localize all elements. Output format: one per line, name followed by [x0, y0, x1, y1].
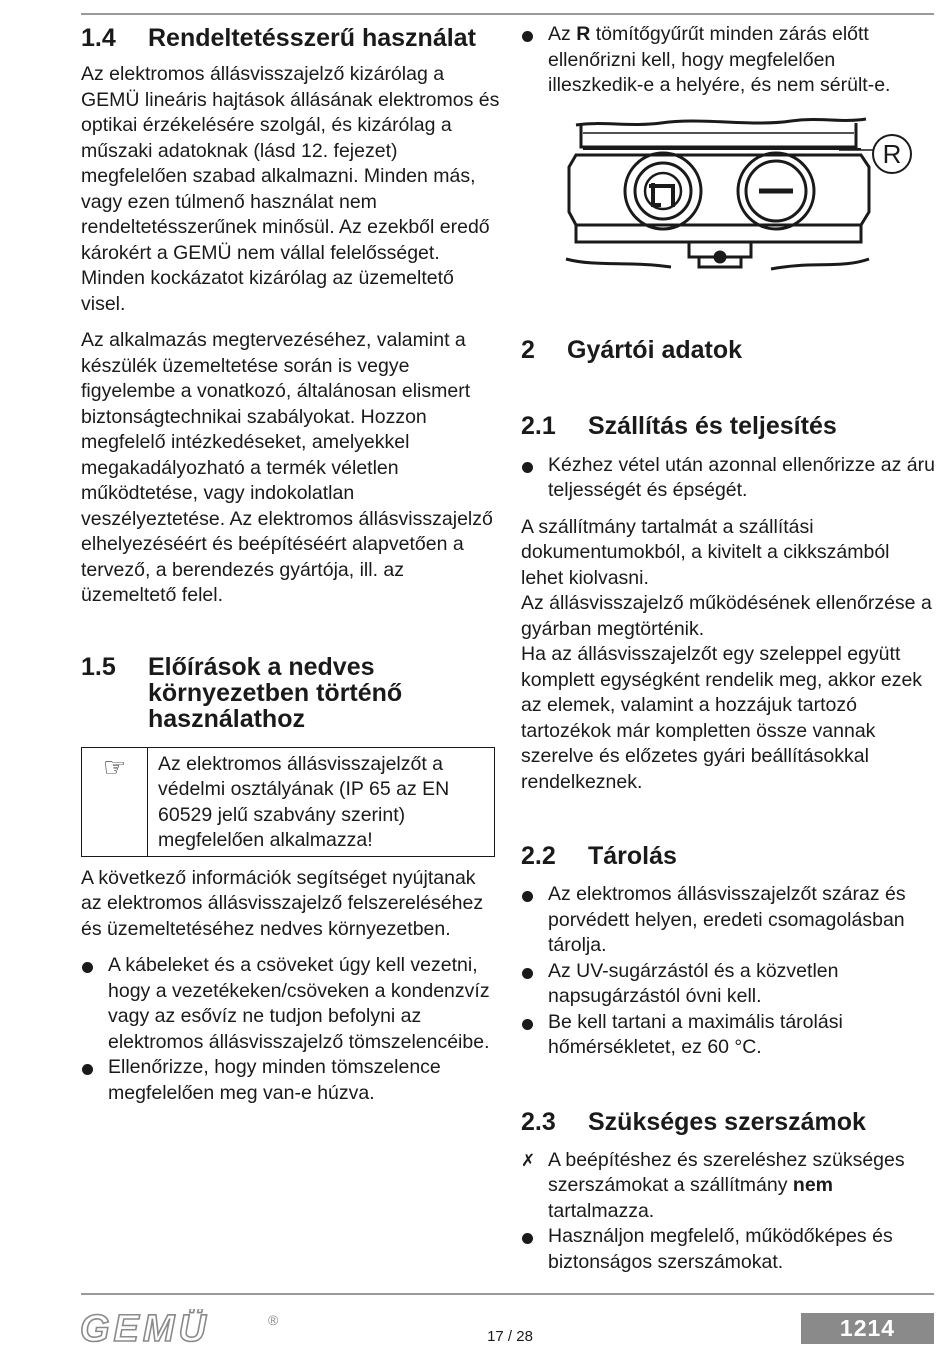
- list-item: [521, 882, 936, 959]
- heading-2-2: [521, 843, 936, 869]
- bullet-icon: [522, 31, 533, 42]
- cross-icon: ✗: [521, 1150, 536, 1170]
- heading-title: Előírások a nedves környezetben történő használathoz: [148, 652, 403, 733]
- paragraph-delivery-3: Ha az állásvisszajelzőt egy szeleppel együtt komplett egységként rendelik meg, akkor ezek az elemek, valamint a hozzájuk tartozó tartozékok már kompletten össze vannak szerelve és előzetes gyári beállításokkal rendelkeznek.: [521, 643, 923, 793]
- bullet-list-storage: [521, 882, 936, 1061]
- heading-number: 2.2: [521, 842, 556, 870]
- heading-title: Rendeltetésszerű használat: [148, 24, 476, 52]
- list-item: [521, 453, 936, 504]
- heading-number: 1.5: [81, 652, 116, 681]
- left-column: [81, 18, 501, 1106]
- seal-ring-figure: [521, 107, 936, 297]
- heading-2: [521, 337, 936, 363]
- paragraph-delivery-1: A szállítmány tartalmát a szállítási dokumentumokból, a kivitelt a cikkszámból lehet kiolvasni.: [521, 515, 890, 589]
- heading-1-4: [81, 25, 501, 51]
- bullet-icon: [522, 968, 533, 979]
- seal-label-bold: R: [576, 23, 591, 45]
- right-column: [521, 18, 936, 1275]
- bullet-icon: [82, 1064, 93, 1075]
- bullet-icon: [82, 962, 93, 973]
- bullet-icon: [522, 891, 533, 902]
- text-fragment: Az: [548, 23, 577, 45]
- heading-title: Szükséges szerszámok: [588, 1107, 866, 1136]
- top-rule: [81, 13, 934, 15]
- heading-title: Gyártói adatok: [567, 335, 743, 364]
- paragraph-delivery-2: Az állásvisszajelző működésének ellenőrzése a gyárban megtörténik.: [521, 592, 932, 640]
- list-item-text: Az elektromos állásvisszajelzőt száraz és porvédett helyen, eredeti csomagolásban tárolja.: [548, 883, 906, 956]
- bullet-icon: [522, 1019, 533, 1030]
- list-item-text: Be kell tartani a maximális tárolási hőmérsékletet, ez 60 °C.: [548, 1010, 843, 1058]
- list-item: [81, 1055, 501, 1106]
- list-item-text: Ellenőrizze, hogy minden tömszelence megfelelően meg van-e húzva.: [108, 1056, 441, 1104]
- list-item-text: Kézhez vétel után azonnal ellenőrizze az áru teljességét és épségét.: [548, 453, 935, 501]
- emphasis-bold: nem: [792, 1174, 834, 1196]
- heading-number: 2: [521, 335, 535, 364]
- text-fragment: A beépítéshez és szereléshez szükséges szerszámokat a szállítmány: [548, 1148, 905, 1196]
- bullet-list-tools: [521, 1148, 936, 1276]
- text-fragment: tömítőgyűrűt minden zárás előtt ellenőrizni kell, hogy megfelelően illeszkedik-e a helyére, és nem sérült-e.: [548, 23, 891, 96]
- text-fragment: tartalmazza.: [548, 1199, 655, 1222]
- list-item: [521, 1148, 936, 1225]
- heading-2-1: [521, 413, 936, 439]
- bullet-list-wet: [81, 953, 501, 1106]
- heading-title: Szállítás és teljesítés: [588, 411, 837, 440]
- gemu-logo: [80, 1309, 285, 1349]
- list-item: [521, 959, 936, 1010]
- list-item: [521, 22, 936, 99]
- paragraph-wet-env: A következő információk segítséget nyújtanak az elektromos állásvisszajelző felszereléséhez és üzemeltetéséhez nedves környezetben.: [81, 866, 484, 940]
- bullet-list-delivery: [521, 453, 936, 504]
- bullet-icon: [522, 1233, 533, 1244]
- heading-number: 2.3: [521, 1107, 556, 1136]
- note-box: [81, 747, 495, 857]
- heading-title: Tárolás: [588, 842, 677, 870]
- heading-2-3: [521, 1109, 936, 1135]
- list-item-text: Az UV-sugárzástól és a közvetlen napsugárzástól óvni kell.: [548, 959, 839, 1007]
- list-item: [521, 1010, 936, 1061]
- gemu-logo-graphic: [80, 1309, 285, 1349]
- logo-wordmark: GEMÜ: [80, 1309, 210, 1349]
- list-item-text: Használjon megfelelő, működőképes és biztonságos szerszámokat.: [548, 1225, 893, 1273]
- figure-callout-label: R: [882, 138, 902, 169]
- list-item: [521, 1224, 936, 1275]
- heading-1-5: [81, 654, 501, 732]
- product-code-badge: 1214: [801, 1313, 934, 1344]
- footer-rule: [81, 1293, 934, 1295]
- paragraph-intended-use: Az elektromos állásvisszajelző kizárólag a GEMÜ lineáris hajtások állásának elektromos és optikai érzékelésére szolgál, és kizárólag a műszaki adatoknak (lásd 12. fejezet) megfelelően szabad alkalmazni. Minden más, vagy ezen túlmenő használat nem rendeltetésszerűnek minősül. Az ezekből eredő károkért a GEMÜ nem vállal felelősséget. Minden kockázatot kizárólag az üzemeltető visel.: [81, 63, 500, 315]
- note-text: Az elektromos állásvisszajelzőt a védelmi osztályának (IP 65 az EN 60529 jelű szabvány szerint) megfelelően alkalmazza!: [158, 752, 450, 851]
- bullet-list-seal: [521, 22, 936, 99]
- paragraph-safety-rules: Az alkalmazás megtervezéséhez, valamint a készülék üzemeltetése során is vegye figyelembe a vonatkozó, általánosan elismert biztonságtechnikai szabályokat. Hozzon megfelelő intézkedéseket, amelyekkel megakadályozható a termék véletlen működtetése, vagy indokolatlan veszélyeztetése. Az elektromos állásvisszajelző elhelyezéséért és beépítéséért alapvetően a tervező, a berendezés gyártója, ill. az üzemeltető felel.: [81, 329, 493, 606]
- heading-number: 2.1: [521, 411, 556, 440]
- registered-mark: ®: [268, 1312, 279, 1328]
- list-item-text: A kábeleket és a csöveket úgy kell vezetni, hogy a vezetékeken/csöveken a kondenzvíz vagy az esővíz ne tudjon befolyni az elektromos állásvisszajelző tömszelencéibe.: [108, 954, 490, 1053]
- bullet-icon: [522, 462, 533, 473]
- device-illustration: [521, 107, 936, 297]
- heading-number: 1.4: [81, 24, 116, 52]
- list-item: [81, 953, 501, 1055]
- pointing-hand-icon: ☞: [82, 748, 148, 856]
- page-number: 17 / 28: [487, 1328, 533, 1345]
